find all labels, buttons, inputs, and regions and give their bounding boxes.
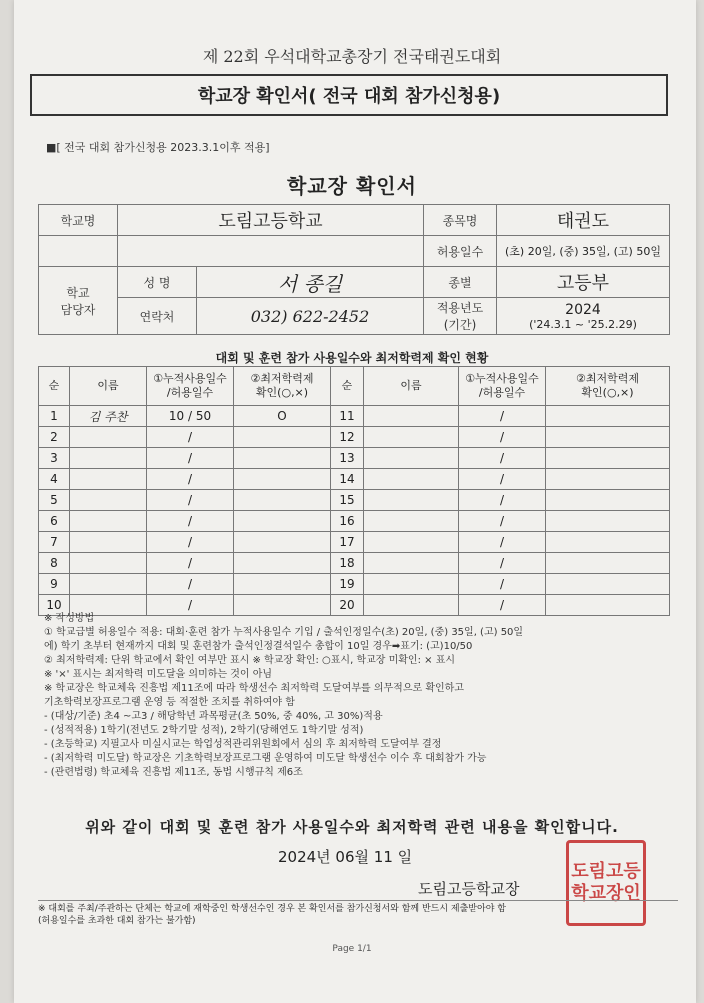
table-row — [39, 553, 670, 574]
row-name — [364, 553, 459, 574]
instruction-line: - (대상/기준) 초4 ~고3 / 해당학년 과목평균(초 50%, 중 40%, 고 30%)적용 — [44, 711, 383, 722]
header-name: 이름 — [70, 367, 147, 406]
instruction-line: 에) 학기 초부터 현재까지 대회 및 훈련참가 출석인정결석일수 총합이 10일 경우➡표기: (고)10/50 — [44, 641, 473, 652]
row-check — [234, 490, 331, 511]
row-no: 17 — [331, 532, 364, 553]
row-check: O — [234, 406, 331, 427]
year-label: 적용년도 (기간) — [424, 298, 497, 335]
row-no: 2 — [39, 427, 70, 448]
manager-label: 학교 담당자 — [39, 267, 118, 335]
row-name — [70, 469, 147, 490]
row-name — [364, 469, 459, 490]
row-name — [70, 574, 147, 595]
row-days: / — [459, 553, 546, 574]
row-days: / — [459, 469, 546, 490]
row-no: 20 — [331, 595, 364, 616]
row-name — [70, 448, 147, 469]
row-name — [364, 490, 459, 511]
row-name — [364, 448, 459, 469]
school-value: 도림고등학교 — [118, 205, 424, 236]
row-days: / — [459, 427, 546, 448]
row-name — [364, 532, 459, 553]
row-days: / — [147, 553, 234, 574]
header-name-2: 이름 — [364, 367, 459, 406]
row-days: 10 / 50 — [147, 406, 234, 427]
year-value: 2024 ('24.3.1 ~ '25.2.29) — [497, 298, 670, 335]
row-check — [546, 553, 670, 574]
footnote: ※ 대회를 주최/주관하는 단체는 학교에 재학중인 학생선수인 경우 본 확인서를 참가신청서와 함께 반드시 제출받아야 함 (허용일수를 초과한 대회 참가는 불가함) — [38, 900, 678, 927]
row-no: 10 — [39, 595, 70, 616]
header-no-2: 순 — [331, 367, 364, 406]
school-signature: 도림고등학교장 — [418, 880, 520, 898]
header-days: ①누적사용일수 /허용일수 — [147, 367, 234, 406]
row-check — [234, 532, 331, 553]
row-check — [546, 490, 670, 511]
row-name — [70, 532, 147, 553]
row-days: / — [459, 406, 546, 427]
row-days: / — [459, 574, 546, 595]
confirmation-text: 위와 같이 대회 및 훈련 참가 사용일수와 최저학력 관련 내용을 확인합니다. — [85, 818, 619, 836]
row-days: / — [459, 595, 546, 616]
row-days: / — [147, 427, 234, 448]
row-check — [546, 511, 670, 532]
page-number: Page 1/1 — [332, 944, 372, 954]
status-title: 대회 및 훈련 참가 사용일수와 최저학력제 확인 현황 — [215, 351, 489, 365]
table-row — [39, 490, 670, 511]
table-row — [39, 406, 670, 427]
row-no: 14 — [331, 469, 364, 490]
document-title: 학교장 확인서 — [287, 174, 417, 198]
instruction-line: ※ 학교장은 학교체육 진흥법 제11조에 따라 학생선수 최저학력 도달여부를 의무적으로 확인하고 — [44, 683, 464, 694]
status-table — [38, 366, 670, 616]
row-no: 5 — [39, 490, 70, 511]
row-days: / — [147, 490, 234, 511]
table-row — [39, 574, 670, 595]
instruction-line: ※ '×' 표시는 최저학력 미도달을 의미하는 것이 아님 — [44, 669, 273, 680]
row-no: 6 — [39, 511, 70, 532]
row-check — [546, 532, 670, 553]
event-label: 종목명 — [424, 205, 497, 236]
applies-note: ■[ 전국 대회 참가신청용 2023.3.1이후 적용] — [46, 141, 270, 154]
row-days: / — [147, 469, 234, 490]
table-row — [39, 448, 670, 469]
row-check — [546, 406, 670, 427]
row-check — [234, 553, 331, 574]
row-name — [70, 427, 147, 448]
row-check — [546, 469, 670, 490]
instruction-line: 기초학력보장프로그램 운영 등 적절한 조치를 취하여야 함 — [44, 697, 295, 708]
instruction-line: - (관련법령) 학교체육 진흥법 제11조, 동법 시행규칙 제6조 — [44, 767, 303, 778]
seal-stamp-icon: 도림고등 학교장인 — [566, 840, 646, 926]
header-min: ②최저학력제 확인(○,×) — [234, 367, 331, 406]
row-days: / — [459, 532, 546, 553]
header-days-2: ①누적사용일수 /허용일수 — [459, 367, 546, 406]
row-check — [234, 427, 331, 448]
event-value: 태권도 — [497, 205, 670, 236]
row-name — [364, 406, 459, 427]
instructions — [44, 612, 684, 780]
row-no: 8 — [39, 553, 70, 574]
date-line: 2024년 06월 11 일 — [278, 848, 413, 866]
row-days: / — [459, 448, 546, 469]
row-name — [364, 574, 459, 595]
row-name — [364, 511, 459, 532]
contact-label: 연락처 — [118, 298, 197, 335]
row-check — [546, 448, 670, 469]
row-days: / — [147, 574, 234, 595]
division-value: 고등부 — [497, 267, 670, 298]
allowed-days-value: (초) 20일, (중) 35일, (고) 50일 — [497, 236, 670, 267]
row-no: 11 — [331, 406, 364, 427]
contact-value: 032) 622-2452 — [197, 298, 424, 335]
row-no: 19 — [331, 574, 364, 595]
instruction-line: - (최저학력 미도달) 학교장은 기초학력보장프로그램 운영하여 미도달 학생선수 이수 후 대회참가 가능 — [44, 753, 487, 764]
allowed-days-label: 허용일수 — [424, 236, 497, 267]
row-name — [70, 490, 147, 511]
row-no: 9 — [39, 574, 70, 595]
row-check — [546, 427, 670, 448]
row-no: 18 — [331, 553, 364, 574]
row-days: / — [147, 532, 234, 553]
row-no: 13 — [331, 448, 364, 469]
title-box: 학교장 확인서( 전국 대회 참가신청용) — [30, 74, 668, 116]
name-label: 성 명 — [118, 267, 197, 298]
row-no: 12 — [331, 427, 364, 448]
info-table — [38, 204, 670, 335]
instruction-line: ② 최저학력제: 단위 학교에서 확인 여부만 표시 ※ 학교장 확인: ○표시, 학교장 미확인: × 표시 — [44, 655, 456, 666]
row-no: 15 — [331, 490, 364, 511]
row-no: 7 — [39, 532, 70, 553]
division-label: 종별 — [424, 267, 497, 298]
row-check — [234, 574, 331, 595]
row-days: / — [147, 511, 234, 532]
instruction-line: ① 학교급별 허용일수 적용: 대회·훈련 참가 누적사용일수 기입 / 출석인정일수(초) 20일, (중) 35일, (고) 50일 — [44, 627, 524, 638]
instruction-line: ※ 작성방법 — [44, 613, 95, 624]
header-min-2: ②최저학력제 확인(○,×) — [546, 367, 670, 406]
row-name: 김 주찬 — [70, 406, 147, 427]
row-name — [70, 553, 147, 574]
row-no: 1 — [39, 406, 70, 427]
row-check — [234, 469, 331, 490]
row-name — [70, 511, 147, 532]
row-check — [234, 448, 331, 469]
row-days: / — [147, 595, 234, 616]
school-label: 학교명 — [39, 205, 118, 236]
row-name — [364, 427, 459, 448]
row-no: 16 — [331, 511, 364, 532]
row-days: / — [147, 448, 234, 469]
competition-title: 제 22회 우석대학교총장기 전국태권도대회 — [202, 47, 502, 66]
table-row — [39, 532, 670, 553]
table-row — [39, 511, 670, 532]
row-no: 4 — [39, 469, 70, 490]
header-no: 순 — [39, 367, 70, 406]
row-days: / — [459, 490, 546, 511]
instruction-line: - (성적적용) 1학기(전년도 2학기말 성적), 2학기(당해연도 1학기말 성적) — [44, 725, 364, 736]
row-no: 3 — [39, 448, 70, 469]
row-days: / — [459, 511, 546, 532]
instruction-line: - (초등학교) 지필고사 미실시교는 학업성적관리위원회에서 심의 후 최저학력 도달여부 결정 — [44, 739, 442, 750]
row-check — [234, 511, 331, 532]
table-row — [39, 469, 670, 490]
table-row — [39, 427, 670, 448]
row-check — [546, 574, 670, 595]
manager-name: 서 종길 — [197, 267, 424, 298]
